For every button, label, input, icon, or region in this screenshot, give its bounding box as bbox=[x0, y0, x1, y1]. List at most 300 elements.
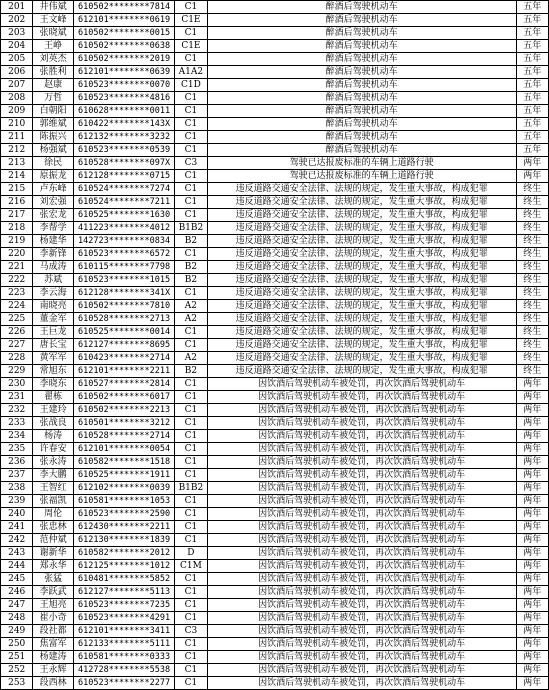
license-class: C1 bbox=[175, 469, 207, 482]
row-number: 214 bbox=[1, 170, 33, 183]
table-row bbox=[1, 560, 549, 573]
ban-term: 五年 bbox=[516, 27, 548, 40]
id-number: 610523********4816 bbox=[73, 92, 174, 105]
id-number: 610481********5852 bbox=[73, 573, 174, 586]
row-number: 203 bbox=[1, 27, 33, 40]
violation-reason: 因饮酒后驾驶机动车被处罚，再次饮酒后驾驶机动车 bbox=[207, 599, 516, 612]
person-name: 范仲斌 bbox=[33, 534, 74, 547]
ban-term: 两年 bbox=[516, 430, 548, 443]
violation-reason: 因饮酒后驾驶机动车被处罚，再次饮酒后驾驶机动车 bbox=[207, 560, 516, 573]
license-class: C1 bbox=[175, 677, 207, 690]
ban-term: 终生 bbox=[516, 235, 548, 248]
license-class: C1 bbox=[175, 209, 207, 222]
person-name: 张晓斌 bbox=[33, 27, 74, 40]
license-class: C1 bbox=[175, 651, 207, 664]
person-name: 原振龙 bbox=[33, 170, 74, 183]
person-name: 张福凯 bbox=[33, 495, 74, 508]
ban-term: 两年 bbox=[516, 417, 548, 430]
row-number: 231 bbox=[1, 391, 33, 404]
id-number: 610502********7814 bbox=[73, 1, 174, 14]
row-number: 225 bbox=[1, 313, 33, 326]
ban-term: 两年 bbox=[516, 482, 548, 495]
id-number: 612101********2211 bbox=[73, 365, 174, 378]
table-row bbox=[1, 430, 549, 443]
violation-reason: 违反道路交通安全法律、法规的规定，发生重大事故，构成犯罪 bbox=[207, 261, 516, 274]
ban-term: 两年 bbox=[516, 508, 548, 521]
license-class: C1 bbox=[175, 118, 207, 131]
license-class: C1 bbox=[175, 144, 207, 157]
id-number: 612430********2211 bbox=[73, 521, 174, 534]
row-number: 249 bbox=[1, 625, 33, 638]
row-number: 228 bbox=[1, 352, 33, 365]
row-number: 240 bbox=[1, 508, 33, 521]
row-number: 245 bbox=[1, 573, 33, 586]
table-row bbox=[1, 79, 549, 92]
table-row bbox=[1, 365, 549, 378]
license-class: B2 bbox=[175, 261, 207, 274]
violation-reason: 醉酒后驾驶机动车 bbox=[207, 53, 516, 66]
id-number: 610523********4291 bbox=[73, 612, 174, 625]
table-row bbox=[1, 612, 549, 625]
id-number: 612133********5111 bbox=[73, 638, 174, 651]
row-number: 253 bbox=[1, 677, 33, 690]
ban-term: 两年 bbox=[516, 586, 548, 599]
row-number: 234 bbox=[1, 430, 33, 443]
ban-term: 两年 bbox=[516, 677, 548, 690]
violation-reason: 因饮酒后驾驶机动车被处罚，再次饮酒后驾驶机动车 bbox=[207, 664, 516, 677]
table-row bbox=[1, 274, 549, 287]
id-number: 610581********1053 bbox=[73, 495, 174, 508]
table-row bbox=[1, 287, 549, 300]
person-name: 李新锋 bbox=[33, 248, 74, 261]
id-number: 610523********0539 bbox=[73, 144, 174, 157]
person-name: 杨涛 bbox=[33, 430, 74, 443]
table-row bbox=[1, 105, 549, 118]
row-number: 220 bbox=[1, 248, 33, 261]
person-name: 张胜利 bbox=[33, 66, 74, 79]
ban-term: 终生 bbox=[516, 326, 548, 339]
id-number: 610581********0333 bbox=[73, 651, 174, 664]
id-number: 610523********2590 bbox=[73, 508, 174, 521]
violation-reason: 因饮酒后驾驶机动车被处罚，再次饮酒后驾驶机动车 bbox=[207, 378, 516, 391]
id-number: 612101********3411 bbox=[73, 625, 174, 638]
id-number: 610524********7274 bbox=[73, 183, 174, 196]
license-class: C1 bbox=[175, 326, 207, 339]
id-number: 612130********1839 bbox=[73, 534, 174, 547]
violation-reason: 醉酒后驾驶机动车 bbox=[207, 131, 516, 144]
row-number: 221 bbox=[1, 261, 33, 274]
table-row bbox=[1, 248, 549, 261]
table-row bbox=[1, 261, 549, 274]
license-class: C1 bbox=[175, 521, 207, 534]
license-class: C1 bbox=[175, 456, 207, 469]
ban-term: 终生 bbox=[516, 339, 548, 352]
row-number: 233 bbox=[1, 417, 33, 430]
person-name: 王文峰 bbox=[33, 14, 74, 27]
person-name: 张战良 bbox=[33, 417, 74, 430]
license-class: C1 bbox=[175, 573, 207, 586]
person-name: 南晓亮 bbox=[33, 300, 74, 313]
ban-term: 两年 bbox=[516, 456, 548, 469]
id-number: 411223********4012 bbox=[73, 222, 174, 235]
row-number: 252 bbox=[1, 664, 33, 677]
person-name: 周伦 bbox=[33, 508, 74, 521]
ban-term: 两年 bbox=[516, 157, 548, 170]
license-class: C1 bbox=[175, 92, 207, 105]
table-row bbox=[1, 378, 549, 391]
violation-reason: 因饮酒后驾驶机动车被处罚，再次饮酒后驾驶机动车 bbox=[207, 495, 516, 508]
violation-reason: 违反道路交通安全法律、法规的规定，发生重大事故，构成犯罪 bbox=[207, 196, 516, 209]
license-class: C1D bbox=[175, 79, 207, 92]
table-row bbox=[1, 391, 549, 404]
violation-reason: 醉酒后驾驶机动车 bbox=[207, 105, 516, 118]
violation-reason: 因饮酒后驾驶机动车被处罚，再次饮酒后驾驶机动车 bbox=[207, 586, 516, 599]
row-number: 229 bbox=[1, 365, 33, 378]
license-class: C1 bbox=[175, 638, 207, 651]
row-number: 206 bbox=[1, 66, 33, 79]
row-number: 250 bbox=[1, 638, 33, 651]
table-row bbox=[1, 27, 549, 40]
id-number: 610582********2012 bbox=[73, 547, 174, 560]
person-name: 董金军 bbox=[33, 313, 74, 326]
violation-reason: 驾驶已达报废标准的车辆上道路行驶 bbox=[207, 157, 516, 170]
license-class: C1 bbox=[175, 170, 207, 183]
person-name: 张忠林 bbox=[33, 521, 74, 534]
license-class: A2 bbox=[175, 300, 207, 313]
table-row bbox=[1, 651, 549, 664]
violation-reason: 醉酒后驾驶机动车 bbox=[207, 66, 516, 79]
license-class: C3 bbox=[175, 157, 207, 170]
person-name: 唐长宝 bbox=[33, 339, 74, 352]
violation-reason: 因饮酒后驾驶机动车被处罚，再次饮酒后驾驶机动车 bbox=[207, 651, 516, 664]
row-number: 242 bbox=[1, 534, 33, 547]
violation-reason: 因饮酒后驾驶机动车被处罚，再次饮酒后驾驶机动车 bbox=[207, 638, 516, 651]
id-number: 610628********0011 bbox=[73, 105, 174, 118]
license-class: C1 bbox=[175, 612, 207, 625]
violation-reason: 因饮酒后驾驶机动车被处罚，再次饮酒后驾驶机动车 bbox=[207, 430, 516, 443]
id-number: 610502********7810 bbox=[73, 300, 174, 313]
ban-term: 终生 bbox=[516, 261, 548, 274]
ban-term: 两年 bbox=[516, 651, 548, 664]
id-number: 610582********1518 bbox=[73, 456, 174, 469]
table-row bbox=[1, 638, 549, 651]
table-row bbox=[1, 443, 549, 456]
person-name: 段西林 bbox=[33, 677, 74, 690]
violation-reason: 因饮酒后驾驶机动车被处罚，再次饮酒后驾驶机动车 bbox=[207, 508, 516, 521]
ban-term: 五年 bbox=[516, 40, 548, 53]
person-name: 张宏龙 bbox=[33, 209, 74, 222]
row-number: 201 bbox=[1, 1, 33, 14]
table-row bbox=[1, 469, 549, 482]
row-number: 212 bbox=[1, 144, 33, 157]
ban-term: 终生 bbox=[516, 248, 548, 261]
violation-reason: 违反道路交通安全法律、法规的规定，发生重大事故，构成犯罪 bbox=[207, 313, 516, 326]
person-name: 李晓东 bbox=[33, 378, 74, 391]
row-number: 232 bbox=[1, 404, 33, 417]
person-name: 刘英杰 bbox=[33, 53, 74, 66]
ban-term: 终生 bbox=[516, 313, 548, 326]
violation-reason: 违反道路交通安全法律、法规的规定，发生重大事故，构成犯罪 bbox=[207, 352, 516, 365]
table-row bbox=[1, 222, 549, 235]
person-name: 王智红 bbox=[33, 482, 74, 495]
id-number: 610423********2714 bbox=[73, 352, 174, 365]
row-number: 238 bbox=[1, 482, 33, 495]
ban-term: 终生 bbox=[516, 287, 548, 300]
row-number: 210 bbox=[1, 118, 33, 131]
table-row bbox=[1, 300, 549, 313]
person-name: 常旭东 bbox=[33, 365, 74, 378]
row-number: 235 bbox=[1, 443, 33, 456]
person-name: 杨强斌 bbox=[33, 144, 74, 157]
person-name: 陈振兴 bbox=[33, 131, 74, 144]
table-row bbox=[1, 144, 549, 157]
table-row bbox=[1, 599, 549, 612]
violation-reason: 醉酒后驾驶机动车 bbox=[207, 1, 516, 14]
row-number: 205 bbox=[1, 53, 33, 66]
table-row bbox=[1, 339, 549, 352]
ban-term: 五年 bbox=[516, 53, 548, 66]
id-number: 610502********0015 bbox=[73, 27, 174, 40]
violation-reason: 因饮酒后驾驶机动车被处罚，再次饮酒后驾驶机动车 bbox=[207, 482, 516, 495]
person-name: 李跃武 bbox=[33, 586, 74, 599]
table-row bbox=[1, 92, 549, 105]
table-row bbox=[1, 352, 549, 365]
person-name: 杨建华 bbox=[33, 235, 74, 248]
row-number: 236 bbox=[1, 456, 33, 469]
ban-term: 两年 bbox=[516, 534, 548, 547]
person-name: 白朝阳 bbox=[33, 105, 74, 118]
person-name: 翟栋 bbox=[33, 391, 74, 404]
id-number: 610525********1630 bbox=[73, 209, 174, 222]
row-number: 223 bbox=[1, 287, 33, 300]
ban-term: 五年 bbox=[516, 92, 548, 105]
violation-reason: 因饮酒后驾驶机动车被处罚，再次饮酒后驾驶机动车 bbox=[207, 443, 516, 456]
table-row bbox=[1, 131, 549, 144]
id-number: 612128********0715 bbox=[73, 170, 174, 183]
ban-term: 两年 bbox=[516, 404, 548, 417]
ban-term: 两年 bbox=[516, 378, 548, 391]
table-row bbox=[1, 677, 549, 690]
ban-term: 五年 bbox=[516, 66, 548, 79]
person-name: 王旭亮 bbox=[33, 599, 74, 612]
violation-reason: 驾驶已达报废标准的车辆上道路行驶 bbox=[207, 170, 516, 183]
violation-reason: 违反道路交通安全法律、法规的规定，发生重大事故，构成犯罪 bbox=[207, 248, 516, 261]
license-class: C1 bbox=[175, 534, 207, 547]
row-number: 227 bbox=[1, 339, 33, 352]
table-row bbox=[1, 417, 549, 430]
row-number: 219 bbox=[1, 235, 33, 248]
id-number: 610502********2213 bbox=[73, 404, 174, 417]
license-class: D bbox=[175, 547, 207, 560]
id-number: 610527********2814 bbox=[73, 378, 174, 391]
row-number: 243 bbox=[1, 547, 33, 560]
table-row bbox=[1, 183, 549, 196]
ban-term: 五年 bbox=[516, 1, 548, 14]
person-name: 许春安 bbox=[33, 443, 74, 456]
person-name: 王峥 bbox=[33, 40, 74, 53]
ban-term: 两年 bbox=[516, 469, 548, 482]
ban-term: 两年 bbox=[516, 547, 548, 560]
violation-reason: 醉酒后驾驶机动车 bbox=[207, 27, 516, 40]
id-number: 610523********7235 bbox=[73, 599, 174, 612]
person-name: 万哲 bbox=[33, 92, 74, 105]
person-name: 郑永华 bbox=[33, 560, 74, 573]
violation-reason: 醉酒后驾驶机动车 bbox=[207, 144, 516, 157]
row-number: 207 bbox=[1, 79, 33, 92]
violation-reason: 因饮酒后驾驶机动车被处罚，再次饮酒后驾驶机动车 bbox=[207, 625, 516, 638]
table-row bbox=[1, 326, 549, 339]
ban-term: 终生 bbox=[516, 352, 548, 365]
license-class: B2 bbox=[175, 235, 207, 248]
ban-term: 终生 bbox=[516, 365, 548, 378]
license-class: C1 bbox=[175, 391, 207, 404]
violation-reason: 违反道路交通安全法律、法规的规定，发生重大事故，构成犯罪 bbox=[207, 274, 516, 287]
license-class: B1B2 bbox=[175, 482, 207, 495]
violation-reason: 醉酒后驾驶机动车 bbox=[207, 118, 516, 131]
violation-reason: 因饮酒后驾驶机动车被处罚，再次饮酒后驾驶机动车 bbox=[207, 417, 516, 430]
ban-term: 两年 bbox=[516, 573, 548, 586]
id-number: 612101********0054 bbox=[73, 443, 174, 456]
table-row bbox=[1, 66, 549, 79]
id-number: 610501********3212 bbox=[73, 417, 174, 430]
license-class: A1A2 bbox=[175, 66, 207, 79]
row-number: 239 bbox=[1, 495, 33, 508]
person-name: 赵康 bbox=[33, 79, 74, 92]
table-row bbox=[1, 664, 549, 677]
table-row bbox=[1, 625, 549, 638]
violation-reason: 违反道路交通安全法律、法规的规定，发生重大事故，构成犯罪 bbox=[207, 287, 516, 300]
ban-term: 终生 bbox=[516, 274, 548, 287]
person-name: 焦富军 bbox=[33, 638, 74, 651]
license-class: C1 bbox=[175, 430, 207, 443]
id-number: 610115********7798 bbox=[73, 261, 174, 274]
person-name: 苏斌 bbox=[33, 274, 74, 287]
id-number: 612101********0619 bbox=[73, 14, 174, 27]
violation-reason: 违反道路交通安全法律、法规的规定，发生重大事故，构成犯罪 bbox=[207, 222, 516, 235]
ban-term: 两年 bbox=[516, 495, 548, 508]
license-class: C1 bbox=[175, 378, 207, 391]
ban-term: 终生 bbox=[516, 300, 548, 313]
license-class: C1 bbox=[175, 417, 207, 430]
ban-term: 两年 bbox=[516, 664, 548, 677]
id-number: 610502********2019 bbox=[73, 53, 174, 66]
row-number: 244 bbox=[1, 560, 33, 573]
table-row bbox=[1, 209, 549, 222]
table-row bbox=[1, 196, 549, 209]
row-number: 222 bbox=[1, 274, 33, 287]
row-number: 246 bbox=[1, 586, 33, 599]
ban-term: 终生 bbox=[516, 209, 548, 222]
ban-term: 五年 bbox=[516, 131, 548, 144]
id-number: 612127********8695 bbox=[73, 339, 174, 352]
ban-term: 两年 bbox=[516, 560, 548, 573]
violation-reason: 因饮酒后驾驶机动车被处罚，再次饮酒后驾驶机动车 bbox=[207, 391, 516, 404]
row-number: 241 bbox=[1, 521, 33, 534]
violation-reason: 因饮酒后驾驶机动车被处罚，再次饮酒后驾驶机动车 bbox=[207, 573, 516, 586]
ban-term: 两年 bbox=[516, 612, 548, 625]
ban-term: 两年 bbox=[516, 170, 548, 183]
violation-reason: 违反道路交通安全法律、法规的规定，发生重大事故，构成犯罪 bbox=[207, 235, 516, 248]
person-name: 李云海 bbox=[33, 287, 74, 300]
violation-reason: 因饮酒后驾驶机动车被处罚，再次饮酒后驾驶机动车 bbox=[207, 521, 516, 534]
license-class: C1 bbox=[175, 183, 207, 196]
license-class: C1 bbox=[175, 339, 207, 352]
license-class: C1 bbox=[175, 664, 207, 677]
ban-term: 两年 bbox=[516, 599, 548, 612]
table-row bbox=[1, 534, 549, 547]
row-number: 217 bbox=[1, 209, 33, 222]
license-class: A2 bbox=[175, 313, 207, 326]
id-number: 612128********341X bbox=[73, 287, 174, 300]
person-name: 李大鹏 bbox=[33, 469, 74, 482]
license-class: C1 bbox=[175, 53, 207, 66]
id-number: 610523********6572 bbox=[73, 248, 174, 261]
id-number: 612101********0639 bbox=[73, 66, 174, 79]
license-class: C1 bbox=[175, 599, 207, 612]
id-number: 142723********0834 bbox=[73, 235, 174, 248]
license-class: C1 bbox=[175, 586, 207, 599]
violation-reason: 醉酒后驾驶机动车 bbox=[207, 79, 516, 92]
violation-reason: 违反道路交通安全法律、法规的规定，发生重大事故，构成犯罪 bbox=[207, 209, 516, 222]
table-row bbox=[1, 495, 549, 508]
row-number: 213 bbox=[1, 157, 33, 170]
violation-reason: 因饮酒后驾驶机动车被处罚，再次饮酒后驾驶机动车 bbox=[207, 469, 516, 482]
ban-term: 两年 bbox=[516, 625, 548, 638]
person-name: 段社都 bbox=[33, 625, 74, 638]
violation-reason: 违反道路交通安全法律、法规的规定，发生重大事故，构成犯罪 bbox=[207, 183, 516, 196]
person-name: 谢新华 bbox=[33, 547, 74, 560]
id-number: 610524********7211 bbox=[73, 196, 174, 209]
table-body bbox=[1, 1, 549, 690]
ban-term: 五年 bbox=[516, 118, 548, 131]
license-class: C1 bbox=[175, 196, 207, 209]
id-number: 610502********0638 bbox=[73, 40, 174, 53]
id-number: 412728********5538 bbox=[73, 664, 174, 677]
table-row bbox=[1, 157, 549, 170]
license-class: C1 bbox=[175, 105, 207, 118]
person-name: 马成涛 bbox=[33, 261, 74, 274]
ban-term: 两年 bbox=[516, 638, 548, 651]
violation-reason: 醉酒后驾驶机动车 bbox=[207, 92, 516, 105]
ban-term: 终生 bbox=[516, 196, 548, 209]
id-number: 612102********0039 bbox=[73, 482, 174, 495]
row-number: 216 bbox=[1, 196, 33, 209]
violation-reason: 违反道路交通安全法律、法规的规定，发生重大事故，构成犯罪 bbox=[207, 365, 516, 378]
id-number: 610525********0014 bbox=[73, 326, 174, 339]
row-number: 208 bbox=[1, 92, 33, 105]
row-number: 224 bbox=[1, 300, 33, 313]
violation-reason: 醉酒后驾驶机动车 bbox=[207, 14, 516, 27]
violation-reason: 因饮酒后驾驶机动车被处罚，再次饮酒后驾驶机动车 bbox=[207, 456, 516, 469]
violation-reason: 因饮酒后驾驶机动车被处罚，再次饮酒后驾驶机动车 bbox=[207, 547, 516, 560]
id-number: 610422********143X bbox=[73, 118, 174, 131]
id-number: 610502********6017 bbox=[73, 391, 174, 404]
violation-reason: 因饮酒后驾驶机动车被处罚，再次饮酒后驾驶机动车 bbox=[207, 612, 516, 625]
ban-term: 五年 bbox=[516, 105, 548, 118]
license-class: C1 bbox=[175, 131, 207, 144]
license-class: C3 bbox=[175, 625, 207, 638]
ban-term: 五年 bbox=[516, 14, 548, 27]
id-number: 610523********1015 bbox=[73, 274, 174, 287]
license-class: C1 bbox=[175, 287, 207, 300]
violation-reason: 因饮酒后驾驶机动车被处罚，再次饮酒后驾驶机动车 bbox=[207, 534, 516, 547]
ban-term: 终生 bbox=[516, 222, 548, 235]
person-name: 刘宏强 bbox=[33, 196, 74, 209]
id-number: 612125********1012 bbox=[73, 560, 174, 573]
table-row bbox=[1, 456, 549, 469]
license-class: C1 bbox=[175, 1, 207, 14]
row-number: 248 bbox=[1, 612, 33, 625]
